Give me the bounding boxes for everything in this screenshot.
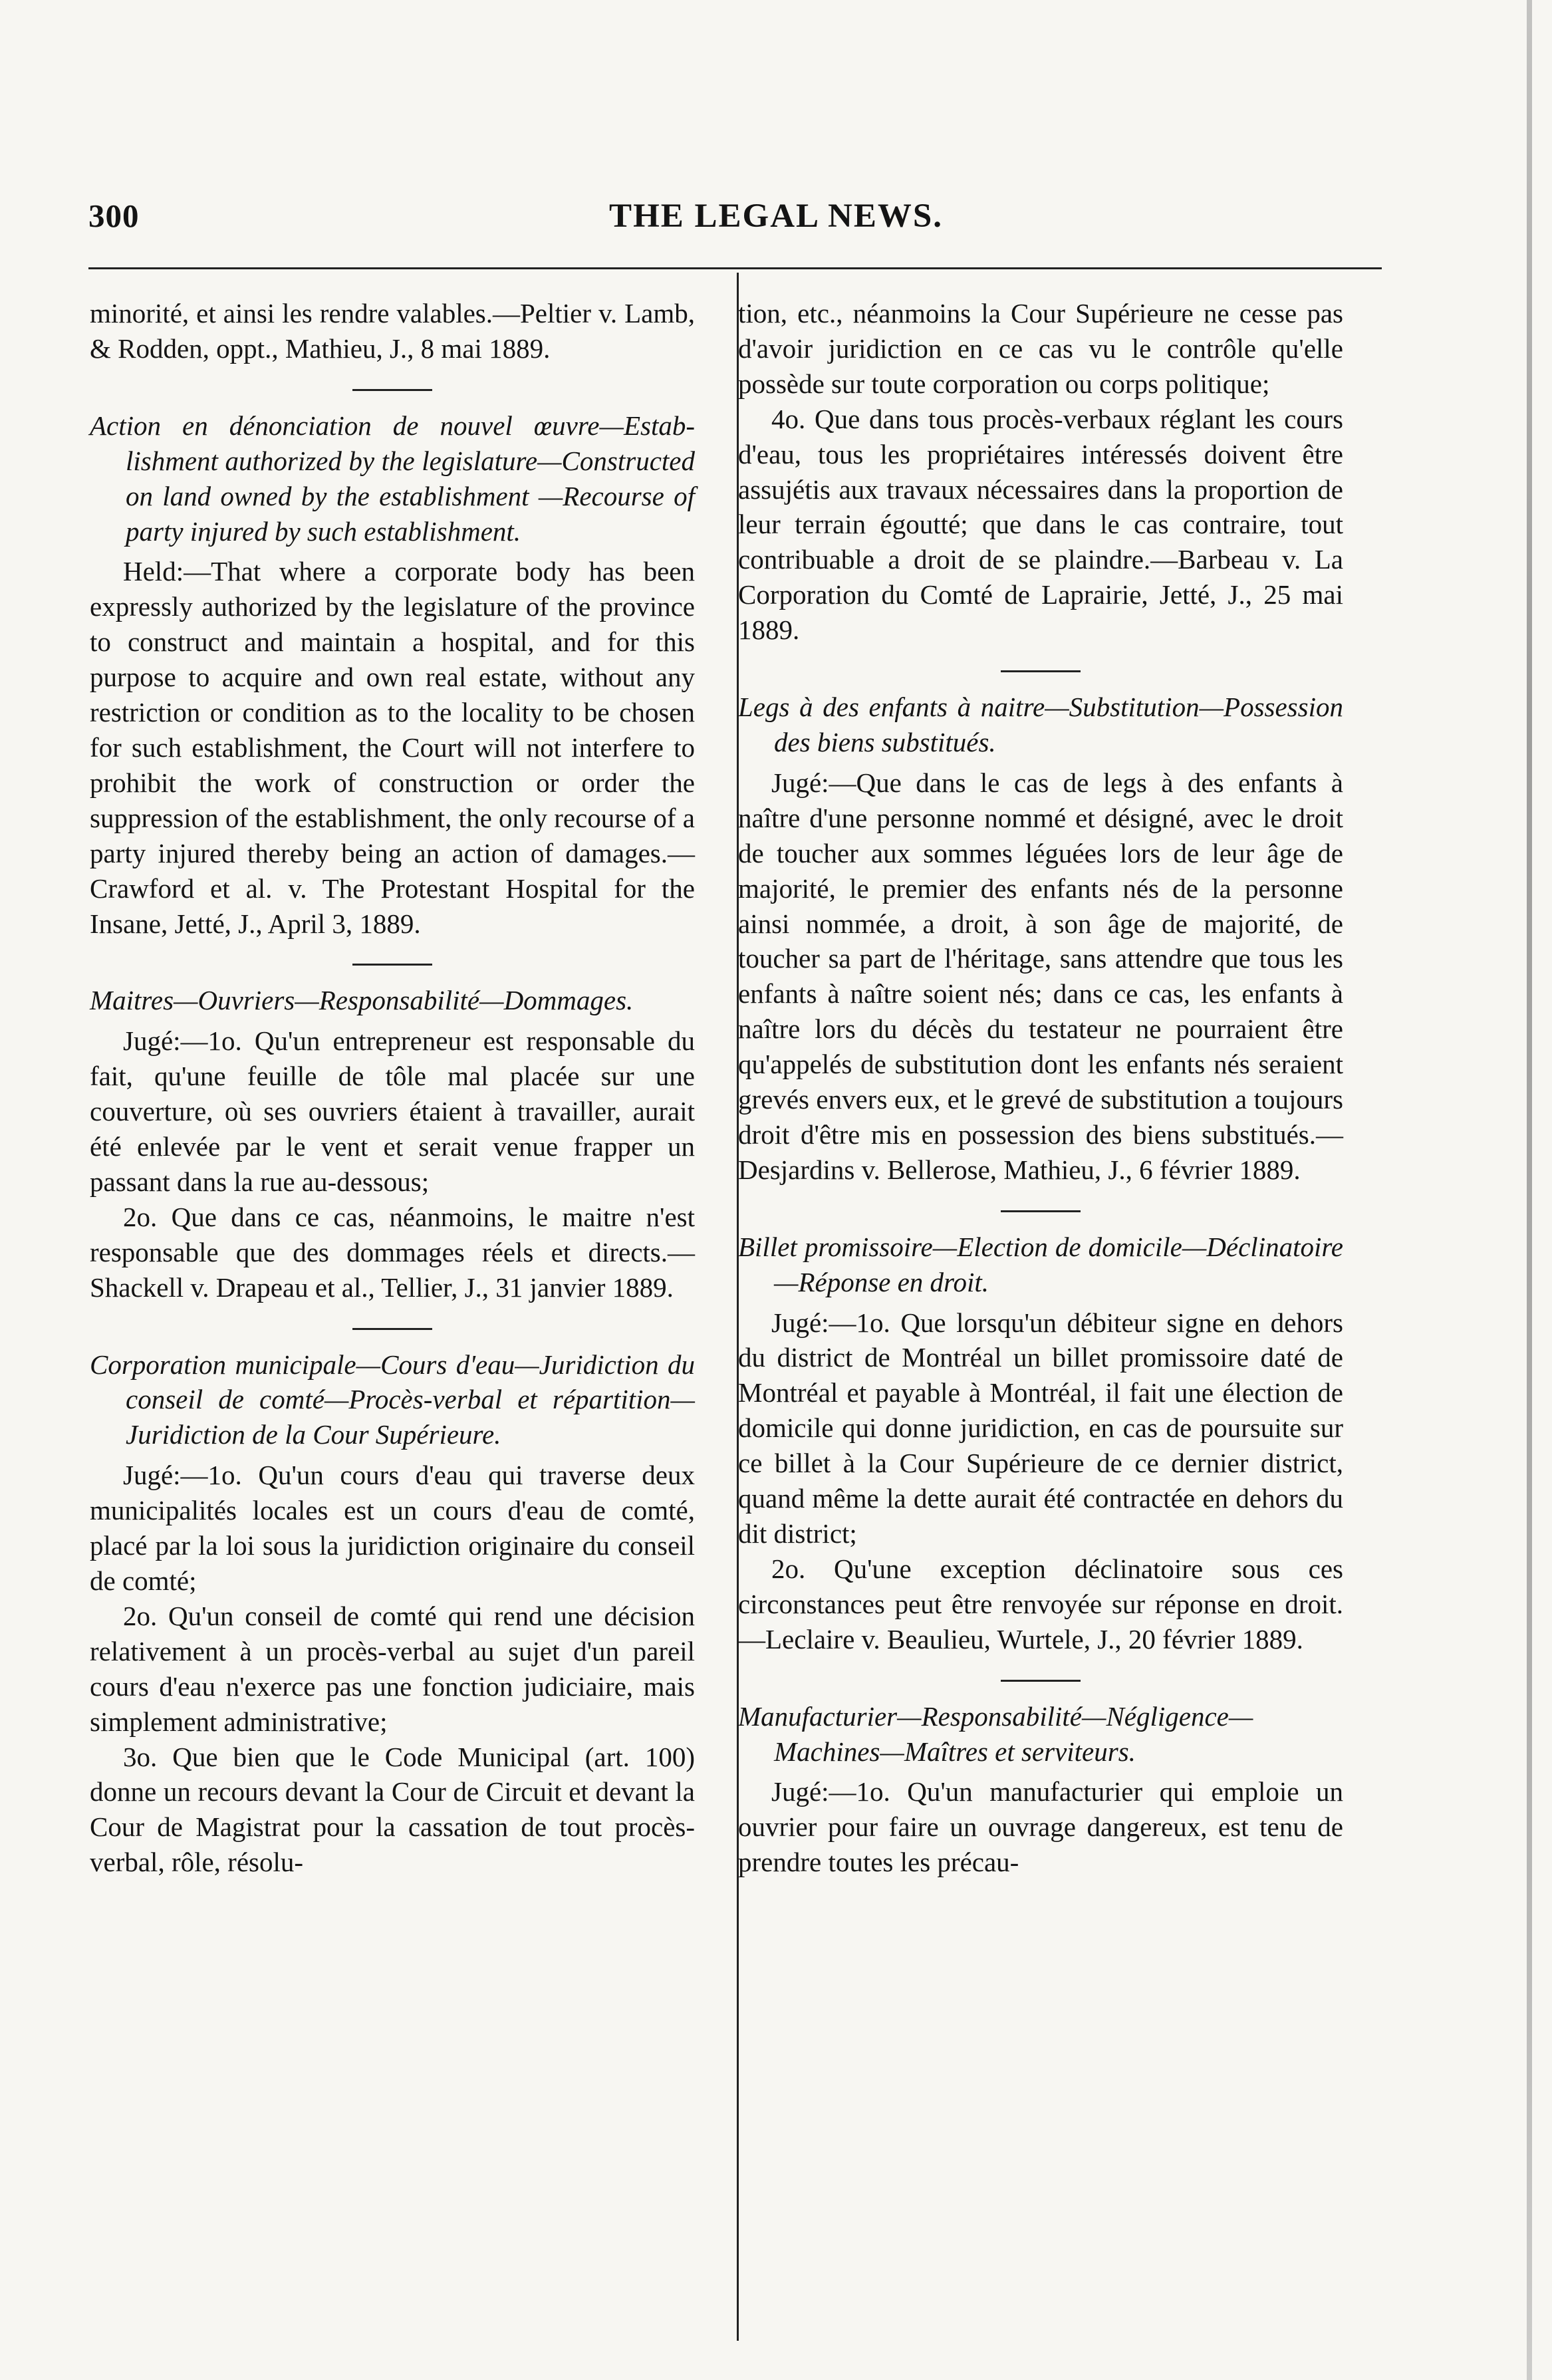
paragraph: 2o. Qu'un conseil de comté qui rend une décision relativement à un procès-verbal au sujet d'un pareil cours d'eau n'exerce pas une fonction judiciaire, mais simplement administrative; <box>90 1600 695 1737</box>
paragraph: Jugé:—1o. Qu'un cours d'eau qui traverse deux municipalités locales est un cours d'eau de comté, placé par la loi sous la juridiction originaire du conseil de comté; <box>90 1460 695 1596</box>
section-heading: Action en dénonciation de nouvel œuvre—Establishment authorized by the legislature—Constructed on land owned by the establishment —Recourse of party injured by such establishment. <box>90 410 695 547</box>
section-separator <box>352 389 432 391</box>
paragraph: 3o. Que bien que le Code Municipal (art. 100) donne un recours devant la Cour de Circuit et devant la Cour de Magistrat pour la cassation de tout procès-verbal, rôle, résolu- <box>90 1741 695 1878</box>
section-heading: Manufacturier—Responsabilité—Négligence—Machines—Maîtres et serviteurs. <box>738 1700 1253 1767</box>
section-heading: Corporation municipale—Cours d'eau—Juridiction du conseil de comté—Procès-verbal et répartition—Juridiction de la Cour Supérieure. <box>90 1349 695 1450</box>
running-head: THE LEGAL NEWS. <box>609 198 943 235</box>
paragraph: Jugé:—1o. Qu'un manufacturier qui emploie un ouvrier pour faire un ouvrage dangereux, est tenu de prendre toutes les précau- <box>738 1776 1343 1878</box>
paragraph: 2o. Qu'une exception déclinatoire sous ces circonstances peut être renvoyée sur réponse en droit.—Leclaire v. Beaulieu, Wurtele, J., 20 février 1889. <box>738 1553 1343 1654</box>
section-separator <box>352 964 432 966</box>
section-separator <box>352 1328 432 1330</box>
section-separator <box>1001 670 1081 672</box>
paragraph: Jugé:—1o. Que lorsqu'un débiteur signe en dehors du district de Montréal un billet promissoire daté de Montréal et payable à Montréal, il fait une élection de domicile qui donne juridiction, en cas de poursuite sur ce billet à la Cour Supérieure de ce dernier district, quand même la dette aurait été contractée en dehors du dit district; <box>738 1307 1343 1549</box>
paragraph: Jugé:—Que dans le cas de legs à des enfants à naître d'une personne nommé et désigné, avec le droit de toucher aux sommes léguées lors de leur âge de majorité, le premier des enfants nés de la personne ainsi nommée, a droit, à son âge de majorité, de toucher sa part de l'héritage, sans attendre que tous les enfants à naître soient nés; dans ce cas, les enfants à naître lors du décès du testateur ne pourraient être qu'appelés de substitution dont les enfants nés seraient grevés envers eux, et le grevé de substitution a toujours droit d'être mis en possession des biens substitués.—Desjardins v. Bellerose, Mathieu, J., 6 février 1889. <box>738 767 1343 1185</box>
paragraph: 2o. Que dans ce cas, néanmoins, le maitre n'est responsable que des dommages réels et directs.—Shackell v. Drapeau et al., Tellier, J., 31 janvier 1889. <box>90 1201 695 1303</box>
right-column <box>738 296 1343 1880</box>
left-column <box>90 296 695 1880</box>
paragraph: Jugé:—1o. Qu'un entrepreneur est responsable du fait, qu'une feuille de tôle mal placée sur une couverture, où ses ouvriers étaient à travailler, aurait été enlevée par le vent et serait venue frapper un passant dans la rue au-dessous; <box>90 1025 695 1197</box>
header-rule <box>88 267 1382 269</box>
section-heading: Maitres—Ouvriers—Responsabilité—Dommages. <box>90 985 634 1016</box>
section-separator <box>1001 1680 1081 1682</box>
paragraph: minorité, et ainsi les rendre valables.—Peltier v. Lamb, & Rodden, oppt., Mathieu, J., 8 mai 1889. <box>90 298 695 364</box>
page-number: 300 <box>88 198 140 234</box>
paragraph: tion, etc., néanmoins la Cour Supérieure ne cesse pas d'avoir juridiction en ce cas vu le contrôle qu'elle possède sur toute corporation ou corps politique; <box>738 298 1343 399</box>
section-separator <box>1001 1210 1081 1212</box>
section-heading: Legs à des enfants à naitre—Substitution—Possession des biens substitués. <box>738 692 1343 757</box>
paragraph: 4o. Que dans tous procès-verbaux réglant les cours d'eau, tous les propriétaires intéressés doivent être assujétis aux travaux nécessaires dans la proportion de leur terrain égoutté; que dans le cas contraire, tout contribuable a droit de se plaindre.—Barbeau v. La Corporation du Comté de Laprairie, Jetté, J., 25 mai 1889. <box>738 403 1343 646</box>
page-edge <box>1527 0 1532 2380</box>
section-heading: Billet promissoire—Election de domicile—Déclinatoire—Réponse en droit. <box>738 1231 1343 1297</box>
paragraph: Held:—That where a corporate body has been expressly authorized by the legislature of the province to construct and maintain a hospital, and for this purpose to acquire and own real estate, without any restriction or condition as to the locality to be chosen for such establishment, the Court will not interfere to prohibit the work of construction or order the suppression of the establishment, the only recourse of a party injured thereby being an action of damages.—Crawford et al. v. The Protestant Hospital for the Insane, Jetté, J., April 3, 1889. <box>90 556 695 939</box>
